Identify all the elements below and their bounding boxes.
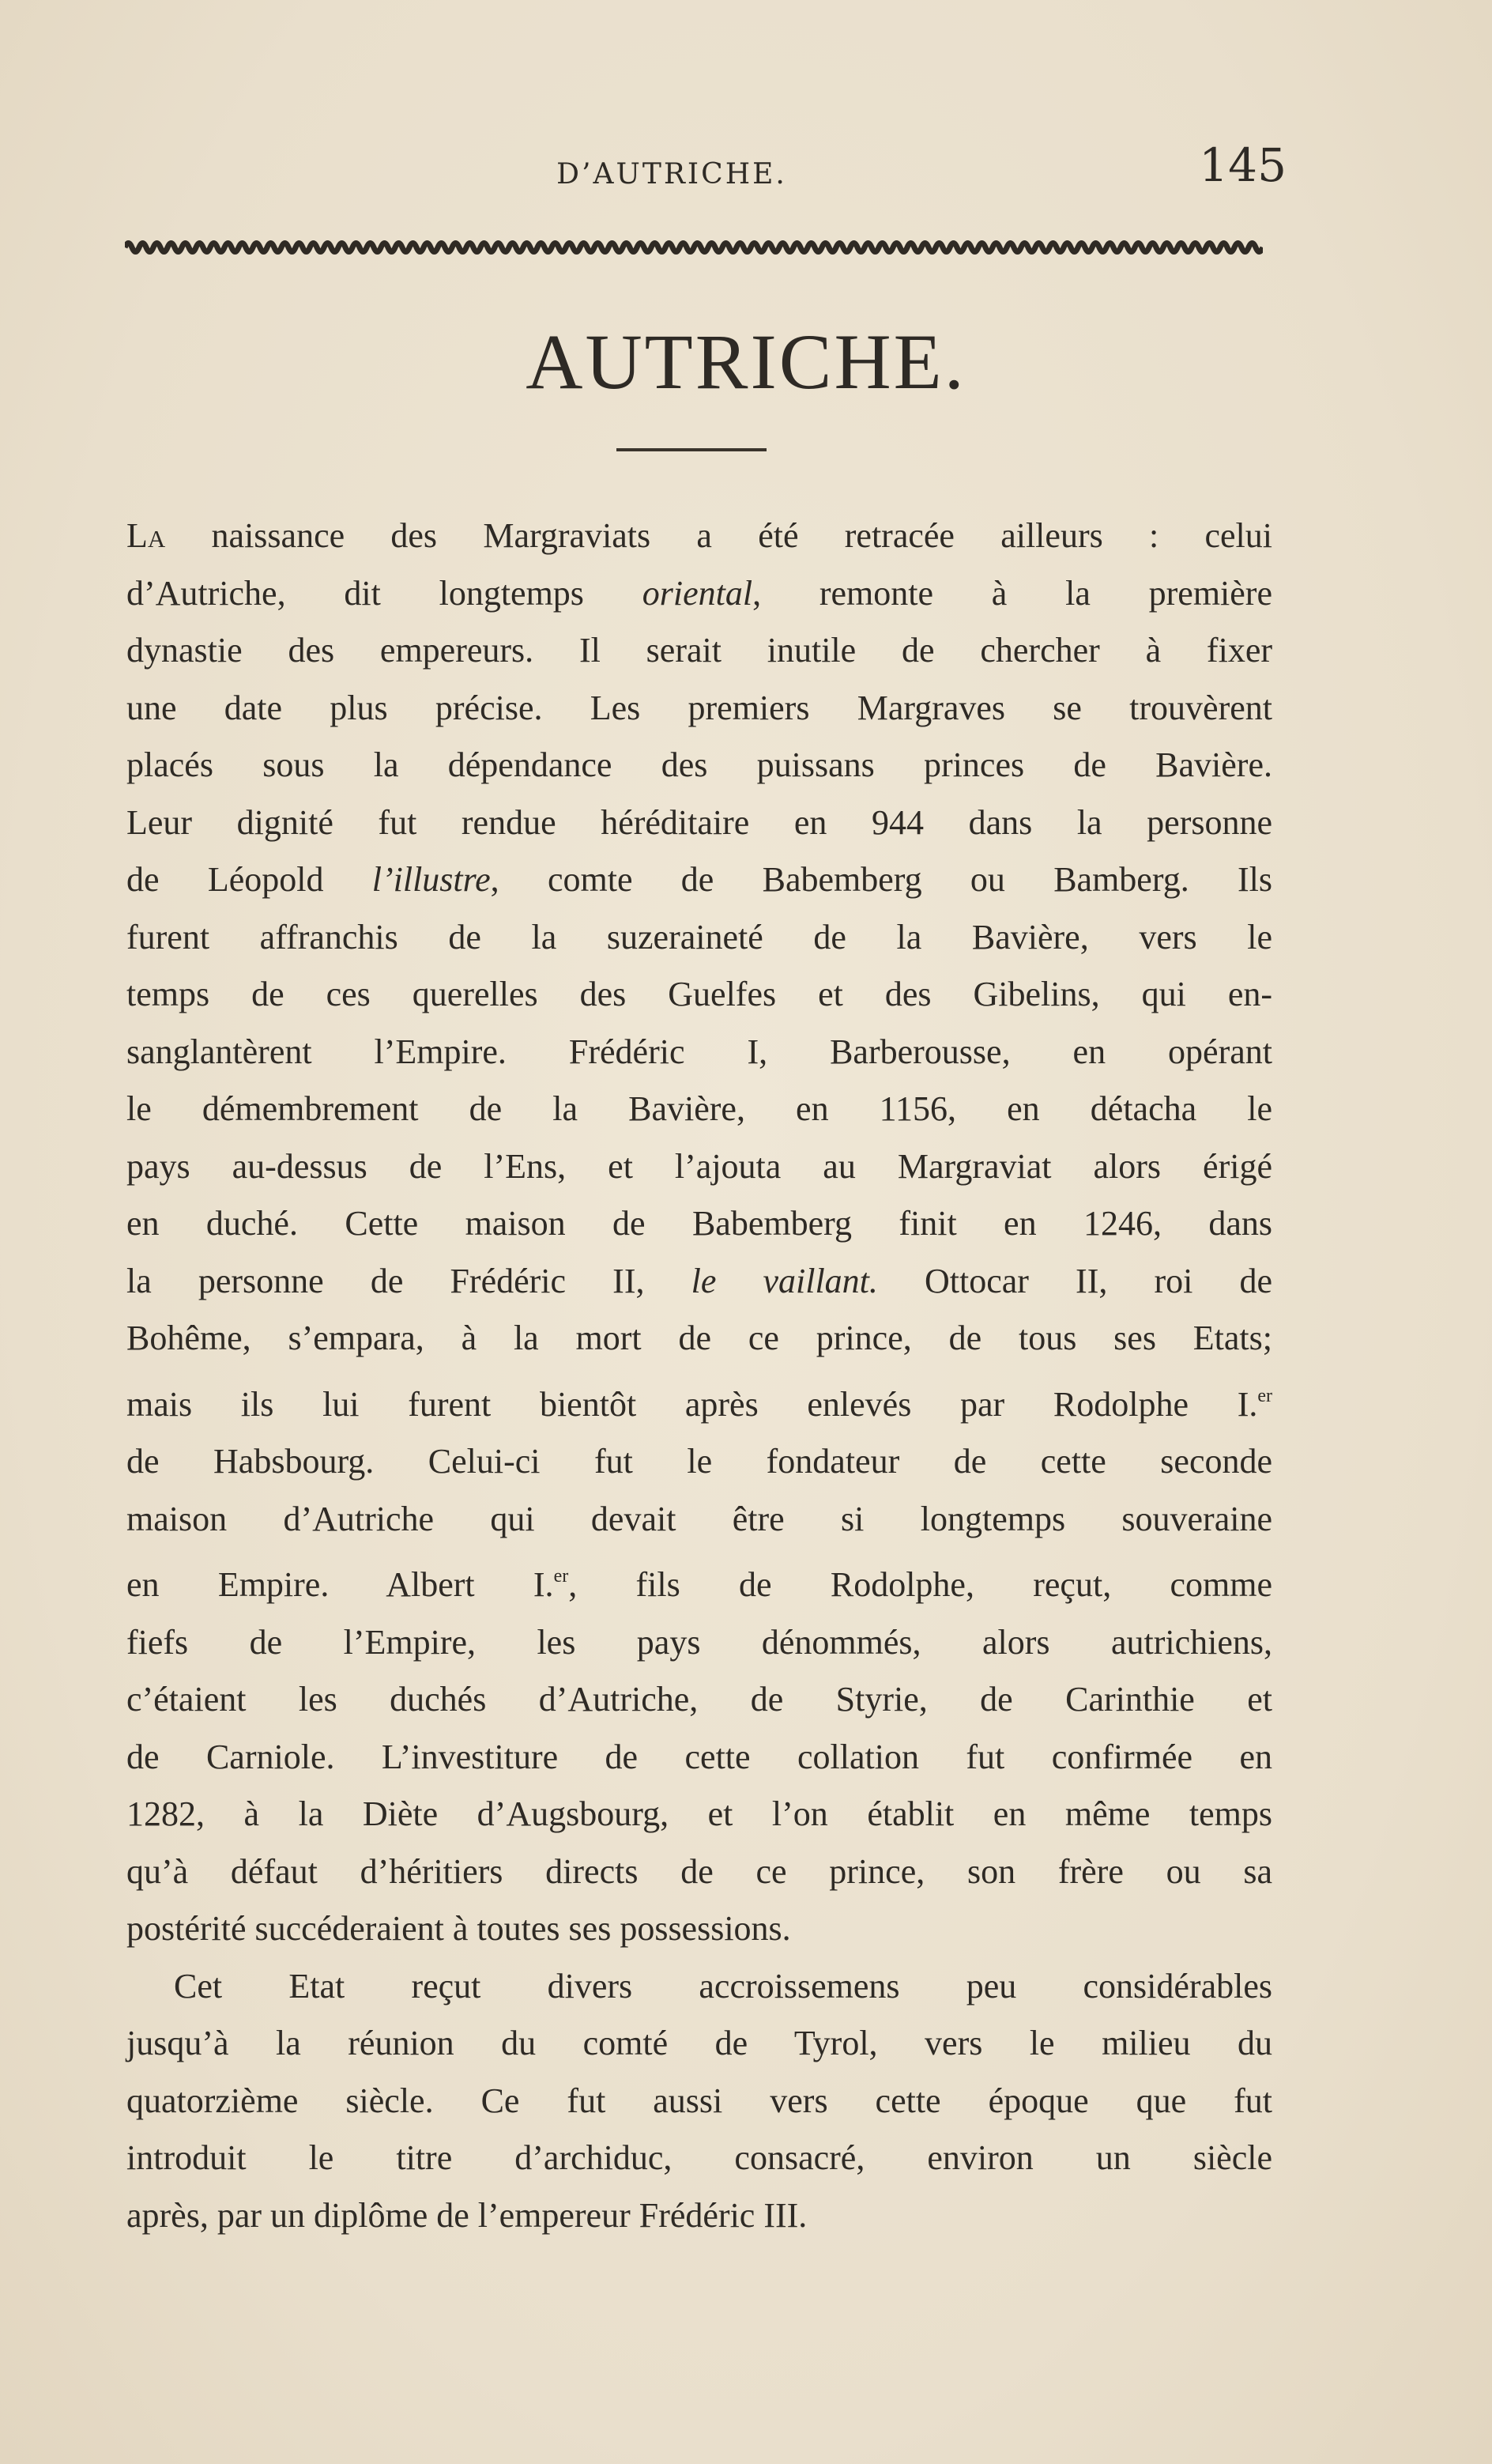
text-run: de Léopold (126, 860, 372, 899)
text-run: sanglantèrent l’Empire. Frédéric I, Barberousse, en opérant (126, 1032, 1272, 1071)
text-run: après, par un diplôme de l’empereur Frédéric III. (126, 2195, 808, 2235)
text-line (126, 1138, 1272, 1196)
text-run: de Carniole. L’investiture de cette collation fut confirmée en (126, 1737, 1272, 1776)
text-line (126, 622, 1272, 680)
text-run: pays au-dessus de l’Ens, et l’ajouta au Margraviat alors érigé (126, 1146, 1272, 1186)
text-run: fiefs de l’Empire, les pays dénommés, alors autrichiens, (126, 1622, 1272, 1662)
text-line (126, 1253, 1272, 1311)
text-run: , fils de Rodolphe, reçut, comme (568, 1565, 1272, 1604)
text-run: er (1257, 1385, 1272, 1406)
text-line (126, 1671, 1272, 1729)
text-run: mais ils lui furent bientôt après enlevés par Rodolphe I. (126, 1384, 1258, 1424)
text-run: Ottocar II, roi de (877, 1261, 1272, 1300)
text-line (126, 1081, 1272, 1138)
section-title: AUTRICHE. (526, 318, 966, 406)
paragraph (126, 1958, 1272, 2245)
text-run: la personne de Frédéric II, (126, 1261, 691, 1300)
text-run: en duché. Cette maison de Babemberg finit en 1246, dans (126, 1204, 1272, 1243)
text-run: l’illustre (371, 860, 491, 899)
text-line (126, 680, 1272, 738)
text-line (126, 1368, 1272, 1434)
text-line (126, 2015, 1272, 2073)
text-run: , remonte à la première (752, 573, 1272, 613)
text-run: d’Autriche, dit longtemps (126, 573, 642, 613)
text-line (126, 1433, 1272, 1491)
running-head: D’AUTRICHE. (556, 158, 787, 191)
text-run: qu’à défaut d’héritiers directs de ce prince, son frère ou sa (126, 1851, 1272, 1891)
text-run: Bohême, s’empara, à la mort de ce prince, de tous ses Etats; (126, 1319, 1272, 1357)
text-line (126, 1491, 1272, 1549)
text-run: quatorzième siècle. Ce fut aussi vers cette époque que fut (126, 2081, 1272, 2120)
text-line (126, 1786, 1272, 1843)
paragraph (126, 508, 1272, 1958)
page-number: 145 (1199, 138, 1287, 192)
text-run: naissance des Margraviats a été retracée ailleurs : celui (165, 516, 1272, 555)
title-rule (616, 448, 767, 451)
text-line (126, 2073, 1272, 2130)
ornamental-wave-rule (125, 234, 1263, 261)
text-run: oriental (642, 573, 753, 613)
text-line (126, 1195, 1272, 1253)
text-line (126, 1843, 1272, 1901)
text-run: temps de ces querelles des Guelfes et des Gibelins, qui en- (126, 975, 1272, 1013)
text-run: introduit le titre d’archiduc, consacré, environ un siècle (126, 2138, 1272, 2177)
text-line (126, 966, 1272, 1024)
text-run: jusqu’à la réunion du comté de Tyrol, vers le milieu du (126, 2024, 1272, 2062)
text-line (126, 1024, 1272, 1081)
text-run: maison d’Autriche qui devait être si longtemps souveraine (126, 1499, 1272, 1538)
text-run: une date plus précise. Les premiers Margraves se trouvèrent (126, 688, 1272, 727)
text-run: de Habsbourg. Celui-ci fut le fondateur de cette seconde (126, 1442, 1272, 1481)
text-run: postérité succéderaient à toutes ses possessions. (126, 1909, 791, 1948)
text-run: Leur dignité fut rendue héréditaire en 944 dans la personne (126, 802, 1272, 842)
text-line (126, 2187, 1272, 2245)
text-line (126, 851, 1272, 909)
text-run: le démembrement de la Bavière, en 1156, en détacha le (126, 1089, 1272, 1128)
body-text (126, 508, 1272, 2244)
text-line (126, 1548, 1272, 1614)
text-line (126, 2130, 1272, 2187)
text-line (126, 737, 1272, 794)
text-line (126, 508, 1272, 565)
text-line (126, 1729, 1272, 1787)
text-run: dynastie des empereurs. Il serait inutile de chercher à fixer (126, 631, 1272, 670)
text-line (126, 1310, 1272, 1368)
text-run: 1282, à la Diète d’Augsbourg, et l’on établit en même temps (126, 1794, 1272, 1833)
text-run: er (553, 1566, 569, 1587)
text-line (126, 794, 1272, 852)
text-line (126, 909, 1272, 967)
text-line (126, 1900, 1272, 1958)
text-run: Cet Etat reçut divers accroissemens peu considérables (174, 1966, 1272, 2006)
text-line (126, 1958, 1272, 2016)
text-run: en Empire. Albert I. (126, 1565, 554, 1604)
text-line (126, 1614, 1272, 1672)
text-run: furent affranchis de la suzeraineté de la Bavière, vers le (126, 917, 1272, 957)
text-line (126, 565, 1272, 623)
text-run: le vaillant. (691, 1261, 878, 1300)
text-run: La (126, 516, 166, 555)
text-run: placés sous la dépendance des puissans princes de Bavière. (126, 745, 1272, 784)
text-run: , comte de Babemberg ou Bamberg. Ils (490, 860, 1272, 899)
text-run: c’étaient les duchés d’Autriche, de Styrie, de Carinthie et (126, 1680, 1272, 1719)
